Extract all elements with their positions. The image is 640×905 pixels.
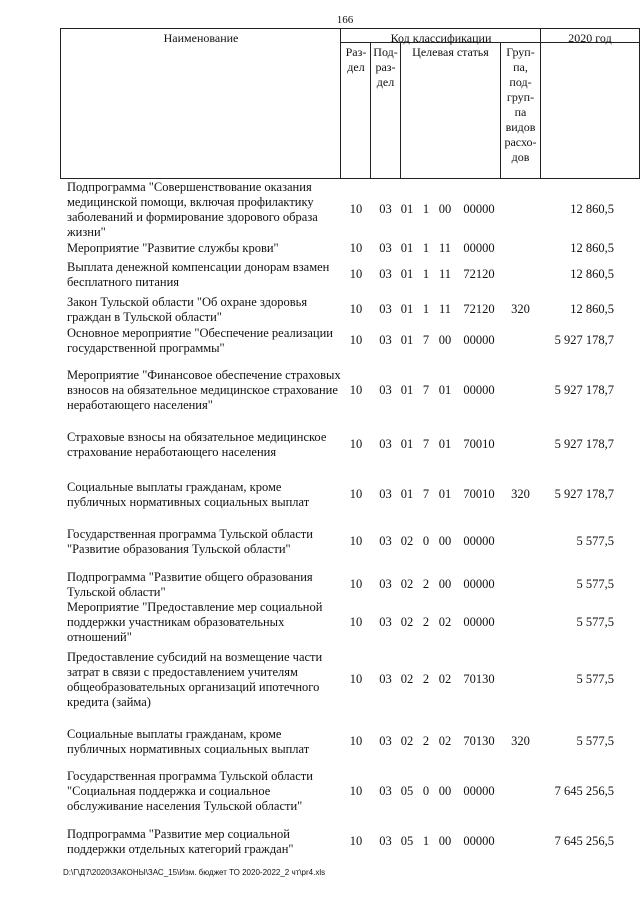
row-code-t4: 00000 <box>463 784 495 798</box>
table-row <box>0 180 640 240</box>
row-code-t3: 00 <box>438 333 452 347</box>
header-classification: Код классификации <box>390 31 492 45</box>
row-code-t1: 01 <box>400 241 414 255</box>
row-code-t4: 70010 <box>463 437 495 451</box>
row-name: Предоставление субсидий на возмещение части затрат в связи с предоставлением учителям общеобразовательных организаций ипотечного кредита (займа) <box>67 650 323 709</box>
row-name: Основное мероприятие "Обеспечение реализации государственной программы" <box>67 326 333 355</box>
row-code-t2: 0 <box>422 784 430 798</box>
row-code-t3: 00 <box>438 534 452 548</box>
row-code-pr: 03 <box>379 333 392 347</box>
row-code-r: 10 <box>349 615 363 629</box>
row-code-pr: 03 <box>379 383 392 397</box>
row-code-r: 10 <box>349 333 363 347</box>
row-amount: 5 577,5 <box>576 577 614 591</box>
row-code-t3: 11 <box>438 241 452 255</box>
row-amount: 12 860,5 <box>570 241 614 255</box>
row-code-t3: 00 <box>438 202 452 216</box>
row-code-r: 10 <box>349 267 363 281</box>
header-razdel: Раз- дел <box>345 45 367 74</box>
row-code-t3: 02 <box>438 615 452 629</box>
row-amount: 5 577,5 <box>576 672 614 686</box>
row-amount: 5 577,5 <box>576 734 614 748</box>
table-row <box>0 368 640 413</box>
row-code-t2: 2 <box>422 672 430 686</box>
row-code-pr: 03 <box>379 615 392 629</box>
row-code-r: 10 <box>349 487 363 501</box>
row-code-r: 10 <box>349 437 363 451</box>
row-code-t3: 01 <box>438 383 452 397</box>
table-row <box>0 480 640 510</box>
row-code-r: 10 <box>349 383 363 397</box>
row-code-t1: 01 <box>400 383 414 397</box>
row-amount: 5 577,5 <box>576 615 614 629</box>
page-number: 166 <box>336 14 354 26</box>
row-code-t4: 00000 <box>463 615 495 629</box>
table-row <box>0 527 640 557</box>
row-code-r: 10 <box>349 784 363 798</box>
row-name: Страховые взносы на обязательное медицинское страхование неработающего населения <box>67 430 327 459</box>
row-name: Подпрограмма "Совершенствование оказания медицинской помощи, включая профилактику заболеваний и формирование здорового образа жизни" <box>67 180 318 239</box>
row-code-t1: 01 <box>400 437 414 451</box>
row-name: Мероприятие "Финансовое обеспечение страховых взносов на обязательное медицинское страхование неработающего населения" <box>67 368 341 412</box>
row-code-pr: 03 <box>379 534 392 548</box>
row-code-pr: 03 <box>379 672 392 686</box>
row-code-t1: 02 <box>400 672 414 686</box>
row-code-t1: 02 <box>400 615 414 629</box>
table-row <box>0 570 640 600</box>
row-code-t1: 01 <box>400 333 414 347</box>
row-code-t2: 2 <box>422 615 430 629</box>
row-code-t1: 01 <box>400 302 414 316</box>
row-code-t2: 1 <box>422 241 430 255</box>
footer-file-path: D:\Г\Д7\2020\ЗАКОНЫ\ЗАС_15\Изм. бюджет ТО 2020-2022_2 чт\pr4.xls <box>63 868 326 877</box>
row-amount: 5 927 178,7 <box>554 437 614 451</box>
row-code-t4: 70130 <box>463 672 495 686</box>
row-code-t4: 72120 <box>463 267 495 281</box>
row-code-t3: 11 <box>438 267 452 281</box>
header-name: Наименование <box>163 31 239 45</box>
row-code-t4: 00000 <box>463 333 495 347</box>
row-code-t1: 02 <box>400 734 414 748</box>
row-code-r: 10 <box>349 834 363 848</box>
row-amount: 12 860,5 <box>570 302 614 316</box>
row-code-r: 10 <box>349 241 363 255</box>
row-code-t3: 01 <box>438 487 452 501</box>
row-code-t4: 70010 <box>463 487 495 501</box>
row-amount: 7 645 256,5 <box>554 834 614 848</box>
row-code-t3: 00 <box>438 577 452 591</box>
table-row <box>0 600 640 645</box>
header-target: Целевая статья <box>412 45 489 59</box>
row-amount: 5 577,5 <box>576 534 614 548</box>
row-code-t1: 01 <box>400 267 414 281</box>
row-code-t3: 00 <box>438 784 452 798</box>
row-code-r: 10 <box>349 577 363 591</box>
row-code-t4: 00000 <box>463 202 495 216</box>
row-code-pr: 03 <box>379 241 392 255</box>
row-amount: 7 645 256,5 <box>554 784 614 798</box>
row-code-t2: 1 <box>422 302 430 316</box>
row-code-t1: 05 <box>400 784 414 798</box>
row-amount: 12 860,5 <box>570 202 614 216</box>
row-code-g: 320 <box>511 734 530 748</box>
row-name: Социальные выплаты гражданам, кроме публичных нормативных социальных выплат <box>67 727 310 756</box>
row-code-t4: 70130 <box>463 734 495 748</box>
row-code-t2: 7 <box>422 333 430 347</box>
row-code-r: 10 <box>349 534 363 548</box>
row-code-pr: 03 <box>379 784 392 798</box>
row-code-pr: 03 <box>379 487 392 501</box>
row-code-g: 320 <box>511 302 530 316</box>
row-code-t4: 00000 <box>463 834 495 848</box>
row-name: Социальные выплаты гражданам, кроме публичных нормативных социальных выплат <box>67 480 310 509</box>
table-row <box>0 727 640 757</box>
table-row <box>0 295 640 325</box>
row-name: Подпрограмма "Развитие мер социальной поддержки отдельных категорий граждан" <box>67 827 294 856</box>
row-code-t2: 2 <box>422 734 430 748</box>
table-row <box>0 326 640 356</box>
row-code-pr: 03 <box>379 202 392 216</box>
row-amount: 5 927 178,7 <box>554 383 614 397</box>
table-row <box>0 827 640 857</box>
row-code-t2: 0 <box>422 534 430 548</box>
row-code-t2: 1 <box>422 267 430 281</box>
table-row <box>0 650 640 710</box>
row-name: Мероприятие "Развитие службы крови" <box>67 241 279 255</box>
row-code-t2: 7 <box>422 383 430 397</box>
row-code-r: 10 <box>349 672 363 686</box>
header-podrazdel: Под- раз- дел <box>373 45 398 89</box>
row-code-t1: 02 <box>400 577 414 591</box>
row-code-t2: 2 <box>422 577 430 591</box>
row-amount: 12 860,5 <box>570 267 614 281</box>
row-code-t4: 00000 <box>463 534 495 548</box>
table-row <box>0 769 640 814</box>
row-name: Государственная программа Тульской области "Социальная поддержка и социальное обслуживание населения Тульской области" <box>67 769 313 813</box>
header-group: Груп- па, под- груп- па видов расхо- дов <box>504 45 537 164</box>
row-code-r: 10 <box>349 302 363 316</box>
row-amount: 5 927 178,7 <box>554 333 614 347</box>
row-name: Закон Тульской области "Об охране здоровья граждан в Тульской области" <box>67 295 308 324</box>
row-code-t4: 00000 <box>463 383 495 397</box>
row-code-t3: 02 <box>438 734 452 748</box>
table-row <box>0 430 640 460</box>
row-code-g: 320 <box>511 487 530 501</box>
row-code-t1: 01 <box>400 202 414 216</box>
row-code-r: 10 <box>349 202 363 216</box>
row-name: Государственная программа Тульской области "Развитие образования Тульской области" <box>67 527 313 556</box>
row-code-t1: 02 <box>400 534 414 548</box>
row-code-t1: 01 <box>400 487 414 501</box>
table-row <box>0 260 640 290</box>
row-code-pr: 03 <box>379 437 392 451</box>
row-code-t4: 00000 <box>463 241 495 255</box>
row-code-t2: 1 <box>422 834 430 848</box>
row-code-pr: 03 <box>379 734 392 748</box>
row-code-pr: 03 <box>379 267 392 281</box>
row-code-t3: 11 <box>438 302 452 316</box>
row-code-t2: 7 <box>422 487 430 501</box>
row-code-t1: 05 <box>400 834 414 848</box>
row-code-pr: 03 <box>379 302 392 316</box>
row-code-t4: 00000 <box>463 577 495 591</box>
row-amount: 5 927 178,7 <box>554 487 614 501</box>
row-code-t2: 1 <box>422 202 430 216</box>
row-code-t3: 01 <box>438 437 452 451</box>
header-year: 2020 год <box>568 31 612 45</box>
row-code-pr: 03 <box>379 834 392 848</box>
table-row <box>0 241 640 256</box>
row-name: Мероприятие "Предоставление мер социальной поддержки участникам образовательных отношений" <box>67 600 323 644</box>
row-name: Выплата денежной компенсации донорам взамен бесплатного питания <box>67 260 330 289</box>
row-code-t3: 00 <box>438 834 452 848</box>
row-name: Подпрограмма "Развитие общего образования Тульской области" <box>67 570 313 599</box>
row-code-t4: 72120 <box>463 302 495 316</box>
row-code-pr: 03 <box>379 577 392 591</box>
row-code-t2: 7 <box>422 437 430 451</box>
row-code-t3: 02 <box>438 672 452 686</box>
row-code-r: 10 <box>349 734 363 748</box>
